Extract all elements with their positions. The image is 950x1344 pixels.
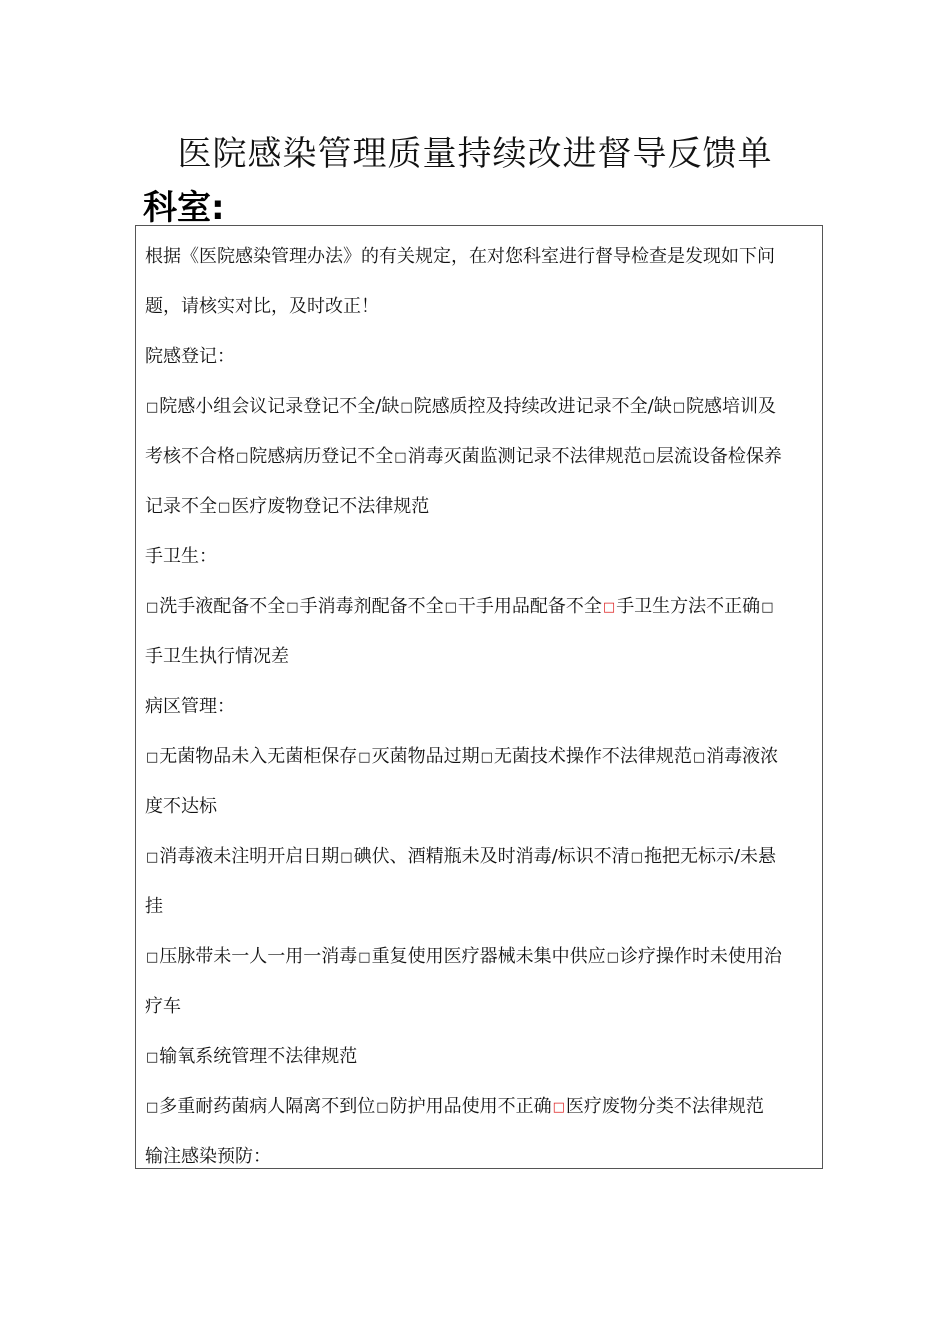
checkbox-icon[interactable]: □ bbox=[376, 1100, 389, 1115]
form-line bbox=[145, 632, 819, 682]
checkbox-icon[interactable]: □ bbox=[692, 750, 706, 765]
line-text: 医疗废物分类不法律规范 bbox=[565, 1096, 764, 1117]
checkbox-icon[interactable]: □ bbox=[146, 750, 159, 765]
line-text: 诊疗操作时未使用治 bbox=[619, 946, 782, 967]
form-line bbox=[145, 832, 819, 882]
form-line bbox=[145, 1032, 819, 1082]
checkbox-icon[interactable]: □ bbox=[236, 450, 249, 465]
form-line bbox=[145, 582, 819, 632]
line-text: 记录不全 bbox=[145, 496, 217, 517]
checkbox-icon[interactable]: □ bbox=[358, 750, 371, 765]
line-text: 手消毒剂配备不全 bbox=[299, 596, 444, 617]
form-line bbox=[145, 682, 819, 732]
line-text: 多重耐药菌病人隔离不到位 bbox=[159, 1096, 376, 1117]
line-text: 疗车 bbox=[145, 996, 181, 1017]
line-text: 挂 bbox=[145, 896, 163, 917]
line-text: 题，请核实对比，及时改正！ bbox=[145, 296, 379, 317]
line-text: 手卫生： bbox=[145, 546, 217, 567]
line-text: 院感登记： bbox=[145, 346, 235, 367]
checkbox-icon[interactable]: □ bbox=[400, 400, 413, 415]
line-text: 压脉带未一人一用一消毒 bbox=[159, 946, 358, 967]
form-line bbox=[145, 732, 819, 782]
line-text: 手卫生方法不正确 bbox=[616, 596, 761, 617]
line-text: 灭菌物品过期 bbox=[371, 746, 480, 767]
checkbox-icon[interactable]: □ bbox=[146, 850, 159, 865]
checkbox-icon[interactable]: □ bbox=[286, 600, 299, 615]
form-line bbox=[145, 432, 819, 482]
checkbox-icon[interactable]: □ bbox=[672, 400, 686, 415]
line-text: 重复使用医疗器械未集中供应 bbox=[371, 946, 606, 967]
form-line bbox=[145, 382, 819, 432]
line-text: 度不达标 bbox=[145, 796, 217, 817]
checkbox-icon[interactable]: □ bbox=[218, 500, 231, 515]
checkbox-icon[interactable]: □ bbox=[444, 600, 457, 615]
feedback-form-box bbox=[135, 225, 823, 1169]
checkbox-icon[interactable]: □ bbox=[480, 750, 493, 765]
line-text: 病区管理： bbox=[145, 696, 235, 717]
line-text: 防护用品使用不正确 bbox=[389, 1096, 552, 1117]
line-text: 碘伏、酒精瓶未及时消毒/标识不清 bbox=[353, 846, 630, 867]
line-text: 考核不合格 bbox=[145, 446, 235, 467]
checkbox-icon[interactable]: □ bbox=[602, 600, 616, 615]
checkbox-icon[interactable]: □ bbox=[642, 450, 655, 465]
line-text: 院感病历登记不全 bbox=[249, 446, 394, 467]
checkbox-icon[interactable]: □ bbox=[606, 950, 619, 965]
line-text: 干手用品配备不全 bbox=[457, 596, 602, 617]
line-text: 无菌物品未入无菌柜保存 bbox=[159, 746, 358, 767]
form-line bbox=[145, 332, 819, 382]
line-text: 输注感染预防： bbox=[145, 1146, 271, 1167]
line-text: 洗手液配备不全 bbox=[159, 596, 286, 617]
checkbox-icon[interactable]: □ bbox=[146, 1050, 159, 1065]
form-line bbox=[145, 532, 819, 582]
checkbox-icon[interactable]: □ bbox=[146, 400, 159, 415]
line-text: 消毒液未注明开启日期 bbox=[159, 846, 340, 867]
checkbox-icon[interactable]: □ bbox=[358, 950, 371, 965]
line-text: 根据《医院感染管理办法》的有关规定，在对您科室进行督导检查是发现如下问 bbox=[145, 246, 775, 267]
feedback-content bbox=[145, 232, 819, 1182]
line-text: 医疗废物登记不法律规范 bbox=[231, 496, 430, 517]
line-text: 手卫生执行情况差 bbox=[145, 646, 289, 667]
line-text: 层流设备检保养 bbox=[655, 446, 782, 467]
checkbox-icon[interactable]: □ bbox=[630, 850, 643, 865]
form-line bbox=[145, 282, 819, 332]
line-text: 院感小组会议记录登记不全/缺 bbox=[159, 396, 400, 417]
checkbox-icon[interactable]: □ bbox=[146, 600, 159, 615]
form-line bbox=[145, 782, 819, 832]
form-line bbox=[145, 932, 819, 982]
line-text: 消毒液浓 bbox=[706, 746, 779, 767]
checkbox-icon[interactable]: □ bbox=[146, 1100, 159, 1115]
department-label: 科室: bbox=[143, 188, 225, 228]
checkbox-icon[interactable]: □ bbox=[340, 850, 353, 865]
checkbox-icon[interactable]: □ bbox=[552, 1100, 565, 1115]
line-text: 拖把无标示/未悬 bbox=[643, 846, 777, 867]
line-text: 无菌技术操作不法律规范 bbox=[493, 746, 692, 767]
form-line bbox=[145, 882, 819, 932]
line-text: 输氧系统管理不法律规范 bbox=[159, 1046, 358, 1067]
form-line bbox=[145, 232, 819, 282]
form-line bbox=[145, 1082, 819, 1132]
line-text: 院感质控及持续改进记录不全/缺 bbox=[413, 396, 672, 417]
form-line bbox=[145, 482, 819, 532]
form-line bbox=[145, 982, 819, 1032]
checkbox-icon[interactable]: □ bbox=[761, 600, 774, 615]
checkbox-icon[interactable]: □ bbox=[146, 950, 159, 965]
line-text: 消毒灭菌监测记录不法律规范 bbox=[407, 446, 642, 467]
form-line bbox=[145, 1132, 819, 1182]
line-text: 院感培训及 bbox=[686, 396, 777, 417]
page-title: 医院感染管理质量持续改进督导反馈单 bbox=[177, 134, 773, 174]
checkbox-icon[interactable]: □ bbox=[394, 450, 407, 465]
